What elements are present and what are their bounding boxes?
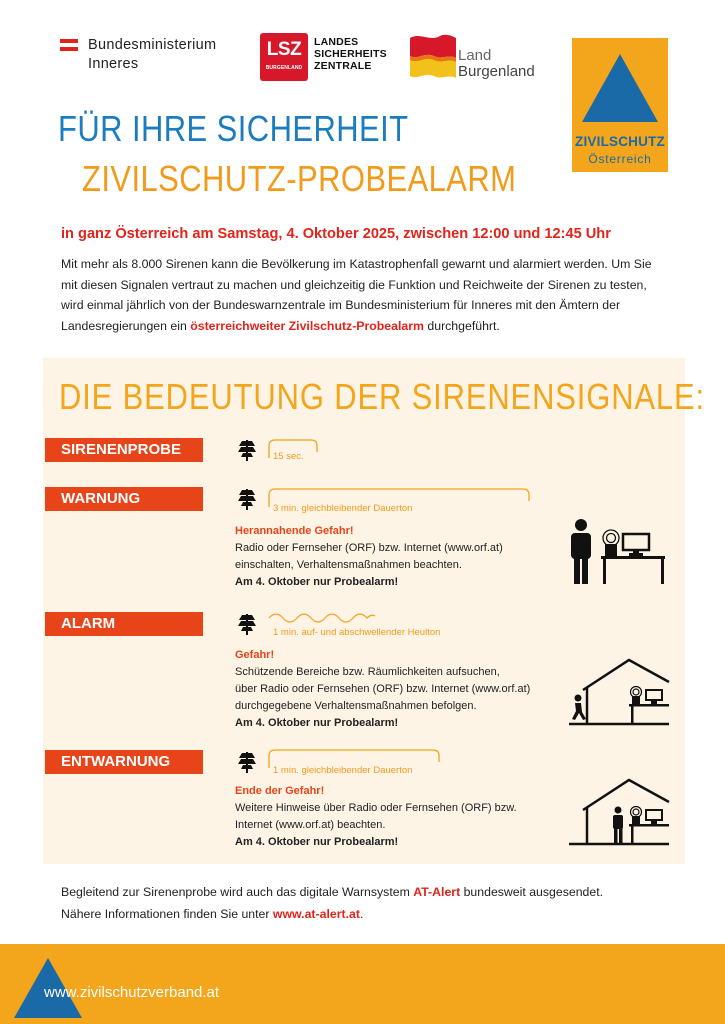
signals-panel bbox=[43, 358, 705, 864]
siren-icon bbox=[235, 750, 259, 774]
lsz-logo-text: LANDES SICHERHEITS ZENTRALE bbox=[314, 36, 387, 72]
duration-alarm: 1 min. auf- und abschwellender Heulton bbox=[273, 627, 441, 638]
burgenland-logo-text: Land Burgenland bbox=[458, 47, 535, 80]
at-alert-link[interactable]: www.at-alert.at bbox=[272, 906, 360, 921]
lsz-badge: LSZ BURGENLAND bbox=[260, 33, 308, 81]
duration-warnung: 3 min. gleichbleibender Dauerton bbox=[273, 503, 413, 514]
page-title-line1: FÜR IHRE SICHERHEIT bbox=[58, 108, 409, 149]
burgenland-flag-icon bbox=[408, 32, 458, 80]
desc-entwarnung: Ende der Gefahr! Weitere Hinweise über Radio oder Fernsehen (ORF) bzw. Internet (www.orf.at) beachten. Am 4. Oktober nur Probealarm! bbox=[235, 785, 517, 848]
bmi-logo-text: Bundesministerium Inneres bbox=[88, 37, 217, 72]
at-alert-paragraph: Begleitend zur Sirenenprobe wird auch das digitale Warnsystem AT-Alert bundesweit ausgesendet. Nähere Informationen finden Sie unter www.at-alert.at. bbox=[61, 885, 604, 921]
page-title-line2: ZIVILSCHUTZ-PROBEALARM bbox=[82, 158, 517, 199]
intro-paragraph: Mit mehr als 8.000 Sirenen kann die Bevölkerung im Katastrophenfall gewarnt und alarmiert werden. Um Sie mit diesen Signalen vertraut zu machen und gleichzeitig die Funktion und Reichweite der Sirenen zu testen, wird einmal jährlich von der Bundeswarnzentrale im Bundesministerium für Inneres mit den Ämtern der Landesregierungen ein österreichweiter Zivilschutz-Probealarm durchgeführt. bbox=[61, 257, 652, 333]
austria-flag-icon bbox=[60, 39, 78, 51]
duration-entwarnung: 1 min. gleichbleibender Dauerton bbox=[273, 765, 413, 776]
zivilschutz-logo: ZIVILSCHUTZ Österreich bbox=[572, 38, 668, 172]
bottom-bar bbox=[0, 944, 725, 1024]
person-entering-house-illustration bbox=[565, 656, 670, 726]
tag-entwarnung: ENTWARNUNG bbox=[45, 750, 203, 774]
zivilschutzverband-link[interactable]: www.zivilschutzverband.at bbox=[44, 984, 220, 1001]
tag-warnung: WARNUNG bbox=[45, 487, 203, 511]
lsz-logo bbox=[260, 33, 385, 81]
duration-probe: 15 sec. bbox=[273, 451, 304, 462]
tag-alarm: ALARM bbox=[45, 612, 203, 636]
siren-icon bbox=[235, 612, 259, 636]
at-alert-label: AT-Alert bbox=[413, 885, 461, 899]
desc-alarm: Gefahr! Schützende Bereiche bzw. Räumlichkeiten aufsuchen, über Radio oder Fernsehen (ORF) bzw. Internet (www.orf.at) durchgegebene Verhaltensmaßnahmen befolgen. Am 4. Oktober nur Probealarm! bbox=[235, 649, 531, 729]
signals-title: DIE BEDEUTUNG DER SIRENENSIGNALE: bbox=[59, 376, 705, 417]
date-line: in ganz Österreich am Samstag, 4. Oktober 2025, zwischen 12:00 und 12:45 Uhr bbox=[61, 226, 611, 242]
person-inside-house-illustration bbox=[565, 776, 670, 846]
tag-sirenenprobe: SIRENENPROBE bbox=[45, 438, 203, 462]
wave-oscillating-1min bbox=[267, 608, 379, 628]
person-radio-tv-illustration bbox=[565, 516, 670, 586]
siren-icon bbox=[235, 487, 259, 511]
bmi-logo bbox=[60, 36, 240, 76]
burgenland-logo bbox=[408, 30, 558, 82]
siren-icon bbox=[235, 438, 259, 462]
desc-warnung: Herannahende Gefahr! Radio oder Fernseher (ORF) bzw. Internet (www.orf.at) einschalten, Verhaltensmaßnahmen beachten. Am 4. Oktober nur Probealarm! bbox=[235, 525, 503, 588]
zivilschutz-triangle-icon bbox=[580, 52, 660, 126]
